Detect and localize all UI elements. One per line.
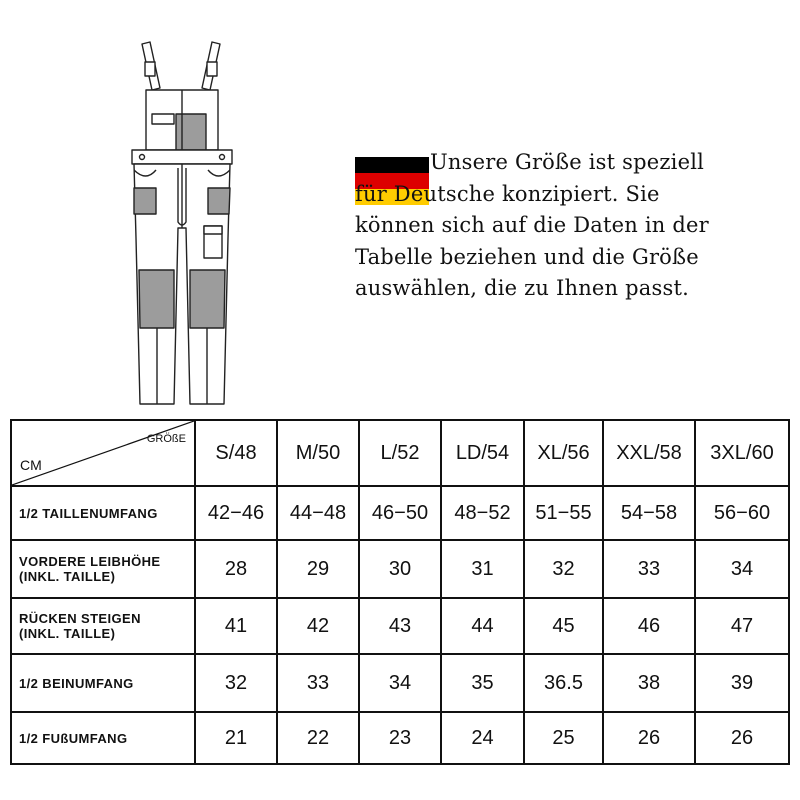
table-cell: 25 xyxy=(524,712,603,764)
table-cell: 33 xyxy=(603,540,695,598)
table-cell: 42−46 xyxy=(195,486,277,540)
table-cell: 39 xyxy=(695,654,789,712)
size-column-header: LD/54 xyxy=(441,420,524,486)
description-line: für Deutsche konzipiert. Sie xyxy=(355,181,660,206)
table-cell: 32 xyxy=(195,654,277,712)
row-label: 1/2 BEINUMFANG xyxy=(11,654,195,712)
table-cell: 24 xyxy=(441,712,524,764)
table-cell: 29 xyxy=(277,540,359,598)
table-cell: 33 xyxy=(277,654,359,712)
size-column-header: S/48 xyxy=(195,420,277,486)
table-cell: 38 xyxy=(603,654,695,712)
size-column-header: XXL/58 xyxy=(603,420,695,486)
size-column-header: L/52 xyxy=(359,420,441,486)
table-cell: 47 xyxy=(695,598,789,654)
table-cell: 35 xyxy=(441,654,524,712)
table-row xyxy=(11,598,789,654)
size-column-header: M/50 xyxy=(277,420,359,486)
size-column-header: XL/56 xyxy=(524,420,603,486)
row-label: RÜCKEN STEIGEN (INKL. TAILLE) xyxy=(11,598,195,654)
table-cell: 45 xyxy=(524,598,603,654)
table-row xyxy=(11,654,789,712)
table-cell: 21 xyxy=(195,712,277,764)
size-header-label: GRÖßE xyxy=(146,433,186,445)
table-cell: 43 xyxy=(359,598,441,654)
table-cell: 48−52 xyxy=(441,486,524,540)
unit-label: CM xyxy=(20,457,42,473)
description-line: auswählen, die zu Ihnen passt. xyxy=(355,276,689,300)
table-cell: 42 xyxy=(277,598,359,654)
table-cell: 31 xyxy=(441,540,524,598)
table-cell: 34 xyxy=(695,540,789,598)
table-header-row xyxy=(11,420,789,486)
table-cell: 36.5 xyxy=(524,654,603,712)
description-line: können sich auf die Daten in der xyxy=(355,213,709,237)
description-line: Tabelle beziehen und die Größe xyxy=(355,244,699,269)
table-cell: 28 xyxy=(195,540,277,598)
corner-diagonal-line xyxy=(12,421,194,485)
row-label: 1/2 TAILLENUMFANG xyxy=(11,486,195,540)
table-cell: 22 xyxy=(277,712,359,764)
description-line: Unsere Größe ist speziell xyxy=(430,150,705,174)
size-table xyxy=(10,419,790,765)
size-column-header: 3XL/60 xyxy=(695,420,789,486)
overalls-illustration xyxy=(112,38,252,408)
table-row xyxy=(11,486,789,540)
size-description xyxy=(355,147,785,305)
table-cell: 41 xyxy=(195,598,277,654)
table-cell: 54−58 xyxy=(603,486,695,540)
table-cell: 26 xyxy=(603,712,695,764)
table-cell: 32 xyxy=(524,540,603,598)
table-row xyxy=(11,712,789,764)
table-row xyxy=(11,540,789,598)
table-cell: 51−55 xyxy=(524,486,603,540)
table-cell: 46 xyxy=(603,598,695,654)
table-cell: 56−60 xyxy=(695,486,789,540)
table-cell: 34 xyxy=(359,654,441,712)
row-label: 1/2 FUßUMFANG xyxy=(11,712,195,764)
table-cell: 46−50 xyxy=(359,486,441,540)
row-label: VORDERE LEIBHÖHE (INKL. TAILLE) xyxy=(11,540,195,598)
table-cell: 44−48 xyxy=(277,486,359,540)
table-cell: 23 xyxy=(359,712,441,764)
table-cell: 44 xyxy=(441,598,524,654)
table-corner-cell xyxy=(11,420,195,486)
table-cell: 26 xyxy=(695,712,789,764)
table-cell: 30 xyxy=(359,540,441,598)
